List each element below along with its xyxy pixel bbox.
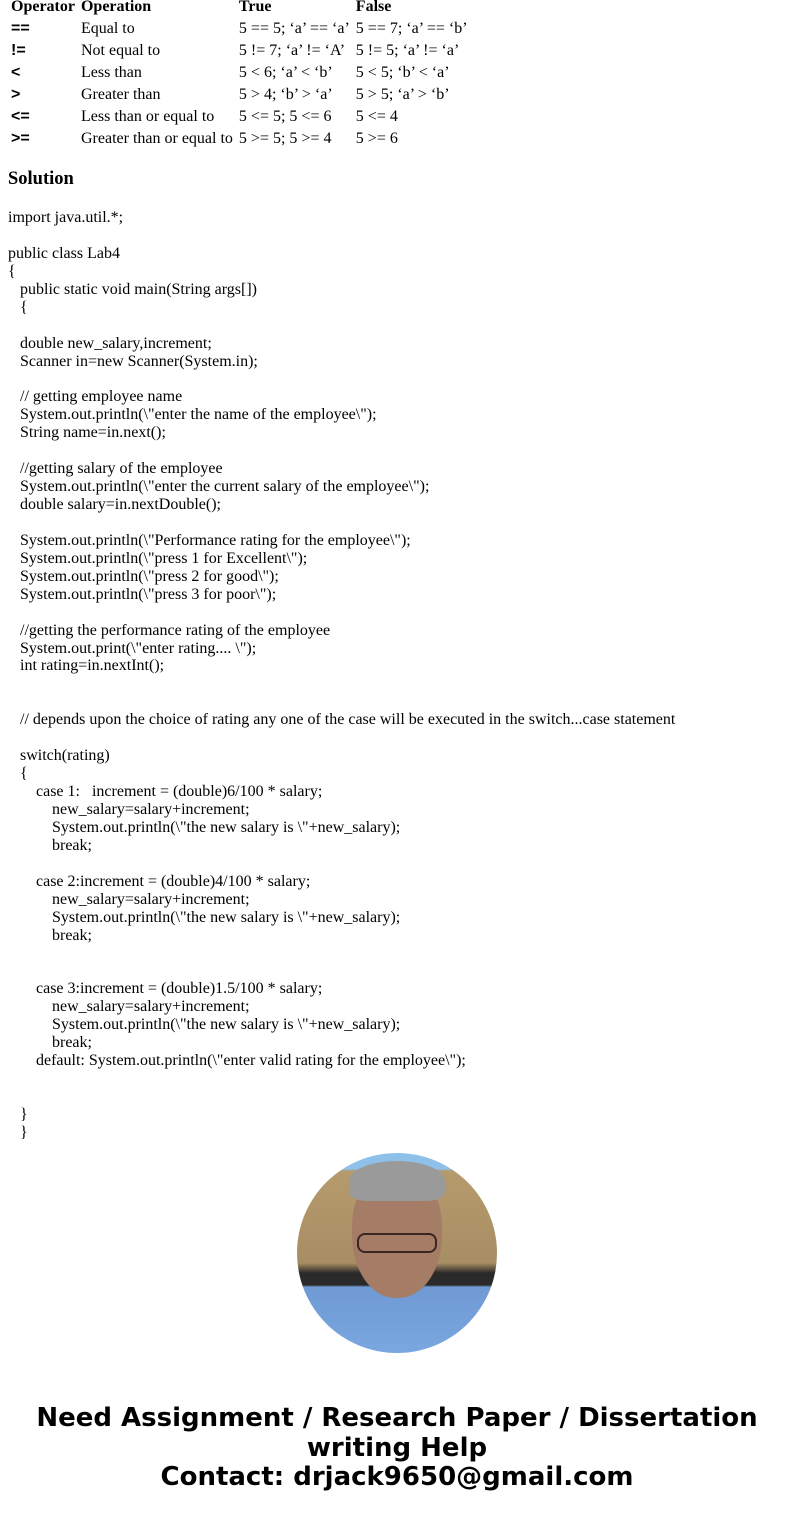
code-line: import java.util.*; bbox=[8, 209, 124, 226]
header-false: False bbox=[355, 0, 392, 15]
operators-table bbox=[8, 0, 471, 150]
code-line bbox=[8, 675, 675, 693]
code-line: } bbox=[8, 1123, 28, 1141]
code-line: case 1: increment = (double)6/100 * salary; bbox=[8, 783, 323, 800]
glasses bbox=[357, 1233, 437, 1253]
cell-operation: Greater than or equal to bbox=[80, 130, 233, 147]
code-line: //getting salary of the employee bbox=[8, 460, 223, 478]
code-line bbox=[8, 227, 675, 245]
cell-false: 5 > 5; ‘a’ > ‘b’ bbox=[355, 86, 450, 103]
code-line: System.out.println(\"the new salary is \"+new_salary); bbox=[8, 908, 401, 926]
code-line: double salary=in.nextDouble(); bbox=[8, 496, 221, 513]
code-block bbox=[8, 209, 675, 1142]
code-line bbox=[8, 442, 675, 460]
cell-false: 5 != 5; ‘a’ != ‘a’ bbox=[355, 42, 460, 59]
solution-heading: Solution bbox=[8, 169, 74, 189]
code-line bbox=[8, 944, 675, 962]
code-line: // getting employee name bbox=[8, 388, 183, 406]
code-line bbox=[8, 855, 675, 873]
code-line bbox=[8, 1088, 675, 1106]
code-line: Scanner in=new Scanner(System.in); bbox=[8, 352, 258, 370]
cell-true: 5 != 7; ‘a’ != ‘A’ bbox=[238, 42, 346, 59]
code-line bbox=[8, 317, 675, 335]
code-line: String name=in.next(); bbox=[8, 424, 166, 442]
code-line bbox=[8, 604, 675, 622]
code-line bbox=[8, 514, 675, 532]
code-line: // depends upon the choice of rating any one of the case will be executed in the switch...case statement bbox=[8, 711, 676, 729]
code-line: break; bbox=[8, 926, 92, 944]
code-line: switch(rating) bbox=[8, 747, 110, 765]
cell-true: 5 == 5; ‘a’ == ‘a’ bbox=[238, 20, 350, 37]
cell-true: 5 > 4; ‘b’ > ‘a’ bbox=[238, 86, 333, 103]
code-line bbox=[8, 962, 675, 980]
code-line: } bbox=[8, 1105, 28, 1123]
code-line: public static void main(String args[]) bbox=[8, 280, 257, 298]
header-operation: Operation bbox=[80, 0, 152, 15]
table-row bbox=[8, 62, 471, 84]
header-operator: Operator bbox=[11, 0, 75, 15]
code-line: int rating=in.nextInt(); bbox=[8, 657, 165, 675]
promo-line-2: writing Help bbox=[306, 1432, 488, 1463]
code-line: System.out.println(\"press 3 for poor\"); bbox=[8, 585, 277, 603]
table-row bbox=[8, 18, 471, 40]
cell-false: 5 <= 4 bbox=[355, 108, 398, 125]
code-line: break; bbox=[8, 1034, 92, 1052]
cell-operator: != bbox=[11, 42, 26, 59]
code-line: System.out.println(\"enter the current salary of the employee\"); bbox=[8, 478, 430, 496]
table-row bbox=[8, 84, 471, 106]
code-line: System.out.println(\"press 1 for Excellent\"); bbox=[8, 549, 308, 567]
code-line bbox=[8, 729, 675, 747]
table-row bbox=[8, 106, 471, 128]
cell-true: 5 <= 5; 5 <= 6 bbox=[238, 108, 332, 125]
code-line bbox=[8, 693, 675, 711]
cell-false: 5 >= 6 bbox=[355, 130, 398, 147]
cell-operator: < bbox=[11, 64, 21, 81]
cell-operation: Equal to bbox=[80, 20, 135, 37]
author-photo bbox=[297, 1153, 497, 1353]
cell-true: 5 < 6; ‘a’ < ‘b’ bbox=[238, 64, 333, 81]
code-line bbox=[8, 1070, 675, 1088]
code-line: new_salary=salary+increment; bbox=[8, 800, 250, 818]
code-line: System.out.println(\"Performance rating for the employee\"); bbox=[8, 531, 411, 549]
promo-line-1: Need Assignment / Research Paper / Dissertation bbox=[36, 1403, 758, 1433]
promo-contact: Contact: drjack9650@gmail.com bbox=[160, 1462, 634, 1492]
table-row bbox=[8, 40, 471, 62]
cell-operation: Not equal to bbox=[80, 42, 161, 59]
code-line: System.out.println(\"the new salary is \"+new_salary); bbox=[8, 1016, 401, 1034]
code-line: System.out.println(\"the new salary is \"+new_salary); bbox=[8, 818, 401, 836]
cell-operator: == bbox=[11, 20, 30, 37]
code-line bbox=[8, 370, 675, 388]
code-line: //getting the performance rating of the employee bbox=[8, 621, 331, 639]
promo-footer bbox=[0, 1404, 794, 1493]
code-line: { bbox=[8, 765, 28, 783]
code-line: new_salary=salary+increment; bbox=[8, 890, 250, 908]
code-line: System.out.println(\"enter the name of the employee\"); bbox=[8, 406, 377, 424]
code-line: System.out.println(\"press 2 for good\"); bbox=[8, 567, 279, 585]
code-line: System.out.print(\"enter rating.... \"); bbox=[8, 639, 257, 657]
code-line: break; bbox=[8, 836, 92, 854]
code-line: double new_salary,increment; bbox=[8, 334, 212, 352]
cell-false: 5 < 5; ‘b’ < ‘a’ bbox=[355, 64, 450, 81]
code-line: public class Lab4 bbox=[8, 244, 120, 262]
cell-true: 5 >= 5; 5 >= 4 bbox=[238, 130, 332, 147]
table-row bbox=[8, 128, 471, 150]
code-line: { bbox=[8, 298, 28, 316]
cell-operator: <= bbox=[11, 108, 30, 125]
cell-operation: Less than bbox=[80, 64, 142, 81]
header-true: True bbox=[238, 0, 272, 15]
code-line: { bbox=[8, 262, 16, 280]
cell-operator: > bbox=[11, 86, 21, 103]
code-line: new_salary=salary+increment; bbox=[8, 998, 250, 1016]
code-line: case 3:increment = (double)1.5/100 * salary; bbox=[8, 980, 323, 998]
hair bbox=[349, 1161, 445, 1201]
cell-false: 5 == 7; ‘a’ == ‘b’ bbox=[355, 20, 468, 37]
cell-operation: Less than or equal to bbox=[80, 108, 215, 125]
cell-operation: Greater than bbox=[80, 86, 161, 103]
cell-operator: >= bbox=[11, 130, 30, 147]
code-line: case 2:increment = (double)4/100 * salary; bbox=[8, 872, 311, 890]
table-header-row bbox=[8, 0, 471, 18]
code-line: default: System.out.println(\"enter valid rating for the employee\"); bbox=[8, 1052, 466, 1070]
